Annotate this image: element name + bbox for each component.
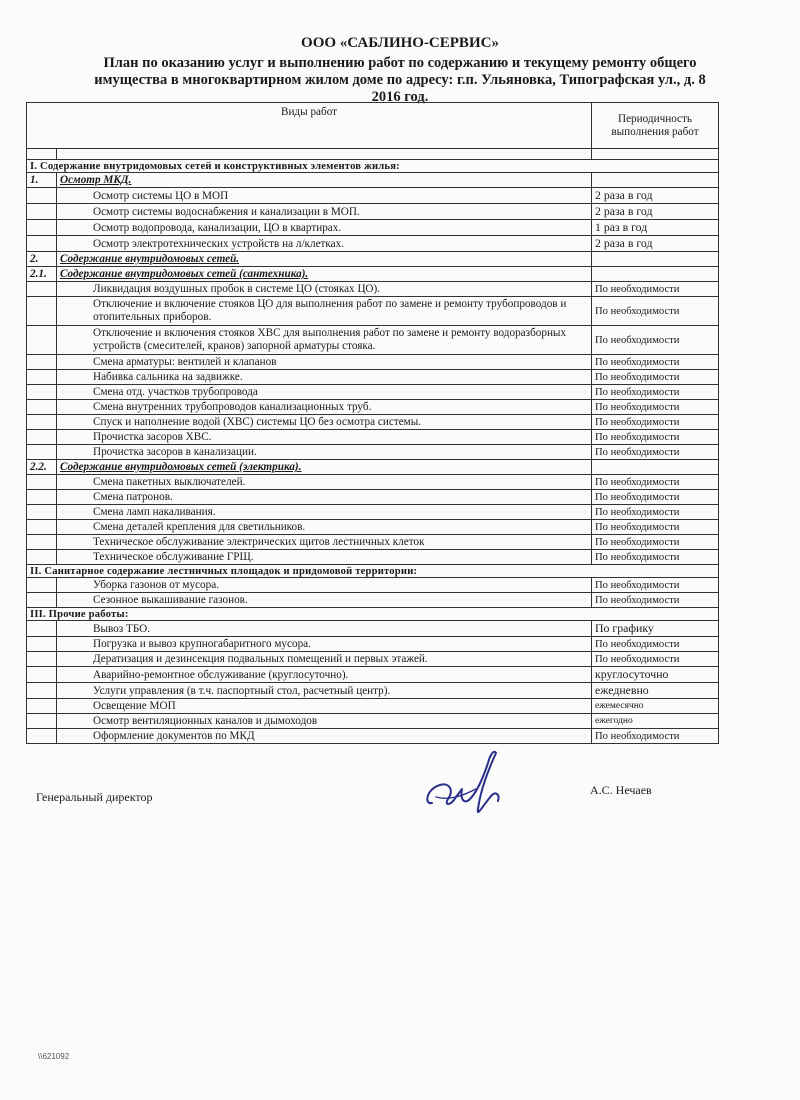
- group-1-number: 1.: [27, 173, 57, 188]
- work-name-cell: Смена деталей крепления для светильников.: [57, 520, 592, 535]
- table-row: [27, 535, 719, 550]
- column-header-period: Периодичность выполнения работ: [592, 103, 719, 149]
- row-number-cell: [27, 236, 57, 252]
- periodicity-cell: По необходимости: [592, 550, 719, 565]
- table-row: [27, 236, 719, 252]
- table-row: [27, 188, 719, 204]
- work-name-cell: Осмотр системы водоснабжения и канализации в МОП.: [57, 204, 592, 220]
- periodicity-cell: По необходимости: [592, 282, 719, 297]
- row-number-cell: [27, 385, 57, 400]
- table-row: [27, 729, 719, 744]
- row-number-cell: [27, 490, 57, 505]
- row-number-cell: [27, 204, 57, 220]
- periodicity-cell: По необходимости: [592, 593, 719, 608]
- periodicity-cell: По необходимости: [592, 297, 719, 326]
- document-header: [20, 34, 780, 106]
- work-name-cell: Смена арматуры: вентилей и клапанов: [57, 355, 592, 370]
- work-name-cell: Смена пакетных выключателей.: [57, 475, 592, 490]
- table-row: [27, 204, 719, 220]
- row-number-cell: [27, 667, 57, 683]
- document-title: [20, 55, 780, 106]
- table-row: [27, 445, 719, 460]
- subgroup-2-1-name: Содержание внутридомовых сетей (сантехника).: [57, 267, 592, 282]
- subgroup-row: [27, 267, 719, 282]
- periodicity-cell: По необходимости: [592, 475, 719, 490]
- table-row: [27, 714, 719, 729]
- periodicity-cell: По необходимости: [592, 652, 719, 667]
- title-line-1: План по оказанию услуг и выполнению работ по содержанию и текущему ремонту общего: [103, 55, 697, 71]
- work-name-cell: Услуги управления (в т.ч. паспортный стол, расчетный центр).: [57, 683, 592, 699]
- periodicity-cell: По необходимости: [592, 535, 719, 550]
- periodicity-cell: 2 раза в год: [592, 188, 719, 204]
- row-number-cell: [27, 445, 57, 460]
- periodicity-cell: По графику: [592, 621, 719, 637]
- column-header-work: Виды работ: [27, 103, 592, 149]
- periodicity-cell: 2 раза в год: [592, 236, 719, 252]
- work-name-cell: Смена внутренних трубопроводов канализационных труб.: [57, 400, 592, 415]
- periodicity-cell: По необходимости: [592, 400, 719, 415]
- group-1-items: [27, 188, 719, 252]
- subgroup-2-2-name: Содержание внутридомовых сетей (электрика).: [57, 460, 592, 475]
- row-number-cell: [27, 505, 57, 520]
- row-number-cell: [27, 282, 57, 297]
- work-name-cell: Отключение и включение стояков ЦО для выполнения работ по замене и ремонту трубопроводов и отопительных приборов.: [57, 297, 592, 326]
- table-row: [27, 621, 719, 637]
- periodicity-cell: 2 раза в год: [592, 204, 719, 220]
- periodicity-cell: По необходимости: [592, 445, 719, 460]
- work-name-cell: Погрузка и вывоз крупногабаритного мусора.: [57, 637, 592, 652]
- section-row: [27, 565, 719, 578]
- periodicity-cell: ежегодно: [592, 714, 719, 729]
- director-signature: [420, 745, 530, 825]
- row-number-cell: [27, 637, 57, 652]
- work-name-cell: Осмотр системы ЦО в МОП: [57, 188, 592, 204]
- table-row: [27, 220, 719, 236]
- work-name-cell: Осмотр водопровода, канализации, ЦО в квартирах.: [57, 220, 592, 236]
- row-number-cell: [27, 415, 57, 430]
- periodicity-cell: По необходимости: [592, 637, 719, 652]
- row-number-cell: [27, 535, 57, 550]
- periodicity-cell: По необходимости: [592, 505, 719, 520]
- spacer-row: [27, 149, 719, 160]
- row-number-cell: [27, 370, 57, 385]
- periodicity-cell: По необходимости: [592, 326, 719, 355]
- group-2-name: Содержание внутридомовых сетей.: [57, 252, 592, 267]
- section-row: [27, 608, 719, 621]
- periodicity-cell: ежедневно: [592, 683, 719, 699]
- table-row: [27, 400, 719, 415]
- row-number-cell: [27, 520, 57, 535]
- periodicity-cell: По необходимости: [592, 385, 719, 400]
- work-name-cell: Ликвидация воздушных пробок в системе ЦО (стояках ЦО).: [57, 282, 592, 297]
- row-number-cell: [27, 729, 57, 744]
- table-row: [27, 297, 719, 326]
- work-name-cell: Осмотр вентиляционных каналов и дымоходов: [57, 714, 592, 729]
- table-row: [27, 667, 719, 683]
- signer-name: А.С. Нечаев: [590, 783, 652, 797]
- work-name-cell: Спуск и наполнение водой (ХВС) системы ЦО без осмотра системы.: [57, 415, 592, 430]
- periodicity-cell: круглосуточно: [592, 667, 719, 683]
- periodicity-cell: По необходимости: [592, 729, 719, 744]
- row-number-cell: [27, 699, 57, 714]
- table-row: [27, 578, 719, 593]
- periodicity-cell: По необходимости: [592, 430, 719, 445]
- table-row: [27, 637, 719, 652]
- row-number-cell: [27, 400, 57, 415]
- row-number-cell: [27, 593, 57, 608]
- work-name-cell: Отключение и включения стояков ХВС для выполнения работ по замене и ремонту водоразборных устройств (смесителей, кранов) запорной арматуры стояка.: [57, 326, 592, 355]
- periodicity-cell: По необходимости: [592, 370, 719, 385]
- periodicity-cell: По необходимости: [592, 355, 719, 370]
- table-row: [27, 490, 719, 505]
- periodicity-cell: По необходимости: [592, 415, 719, 430]
- section-1-title: I. Содержание внутридомовых сетей и конструктивных элементов жилья:: [27, 160, 719, 173]
- organization-name: ООО «САБЛИНО-СЕРВИС»: [301, 35, 499, 51]
- row-number-cell: [27, 326, 57, 355]
- work-name-cell: Смена отд. участков трубопровода: [57, 385, 592, 400]
- work-name-cell: Аварийно-ремонтное обслуживание (круглосуточно).: [57, 667, 592, 683]
- work-name-cell: Осмотр электротехнических устройств на л/клетках.: [57, 236, 592, 252]
- table-header-row: [27, 103, 719, 149]
- row-number-cell: [27, 430, 57, 445]
- work-name-cell: Вывоз ТБО.: [57, 621, 592, 637]
- work-name-cell: Дератизация и дезинсекция подвальных помещений и первых этажей.: [57, 652, 592, 667]
- section-3-title: III. Прочие работы:: [27, 608, 719, 621]
- periodicity-cell: По необходимости: [592, 578, 719, 593]
- table-row: [27, 430, 719, 445]
- subgroup-2-1-items: [27, 282, 719, 460]
- work-name-cell: Прочистка засоров ХВС.: [57, 430, 592, 445]
- row-number-cell: [27, 652, 57, 667]
- subgroup-2-2-items: [27, 475, 719, 565]
- table-row: [27, 593, 719, 608]
- work-name-cell: Уборка газонов от мусора.: [57, 578, 592, 593]
- row-number-cell: [27, 550, 57, 565]
- table-row: [27, 370, 719, 385]
- work-name-cell: Техническое обслуживание ГРЩ.: [57, 550, 592, 565]
- table-row: [27, 385, 719, 400]
- table-row: [27, 505, 719, 520]
- title-line-2: имущества в многоквартирном жилом доме по адресу: г.п. Ульяновка, Типографская ул., д. 8: [94, 72, 706, 88]
- row-number-cell: [27, 621, 57, 637]
- subgroup-2-2-number: 2.2.: [27, 460, 57, 475]
- work-name-cell: Прочистка засоров в канализации.: [57, 445, 592, 460]
- section-2-items: [27, 578, 719, 608]
- title-line-3: 2016 год.: [371, 89, 429, 105]
- signer-position: Генеральный директор: [36, 790, 153, 804]
- table-row: [27, 415, 719, 430]
- table-row: [27, 683, 719, 699]
- work-name-cell: Техническое обслуживание электрических щитов лестничных клеток: [57, 535, 592, 550]
- work-name-cell: Освещение МОП: [57, 699, 592, 714]
- work-name-cell: Набивка сальника на задвижке.: [57, 370, 592, 385]
- group-2-number: 2.: [27, 252, 57, 267]
- table-row: [27, 355, 719, 370]
- row-number-cell: [27, 475, 57, 490]
- table-row: [27, 699, 719, 714]
- table-row: [27, 326, 719, 355]
- row-number-cell: [27, 355, 57, 370]
- table-row: [27, 475, 719, 490]
- row-number-cell: [27, 220, 57, 236]
- section-row: [27, 160, 719, 173]
- periodicity-cell: По необходимости: [592, 520, 719, 535]
- group-row: [27, 252, 719, 267]
- row-number-cell: [27, 188, 57, 204]
- section-2-title: II. Санитарное содержание лестничных площадок и придомовой территории:: [27, 565, 719, 578]
- document-id: \\621092: [38, 1052, 70, 1061]
- row-number-cell: [27, 714, 57, 729]
- row-number-cell: [27, 578, 57, 593]
- subgroup-2-1-number: 2.1.: [27, 267, 57, 282]
- work-plan-table: [26, 102, 719, 744]
- table-row: [27, 282, 719, 297]
- section-3-items: [27, 621, 719, 744]
- periodicity-cell: 1 раз в год: [592, 220, 719, 236]
- work-name-cell: Оформление документов по МКД: [57, 729, 592, 744]
- work-name-cell: Сезонное выкашивание газонов.: [57, 593, 592, 608]
- group-1-name: Осмотр МКД.: [57, 173, 592, 188]
- row-number-cell: [27, 297, 57, 326]
- periodicity-cell: ежемесячно: [592, 699, 719, 714]
- work-name-cell: Смена патронов.: [57, 490, 592, 505]
- subgroup-row: [27, 460, 719, 475]
- work-name-cell: Смена ламп накаливания.: [57, 505, 592, 520]
- table-row: [27, 652, 719, 667]
- group-row: [27, 173, 719, 188]
- periodicity-cell: По необходимости: [592, 490, 719, 505]
- table-row: [27, 550, 719, 565]
- row-number-cell: [27, 683, 57, 699]
- table-row: [27, 520, 719, 535]
